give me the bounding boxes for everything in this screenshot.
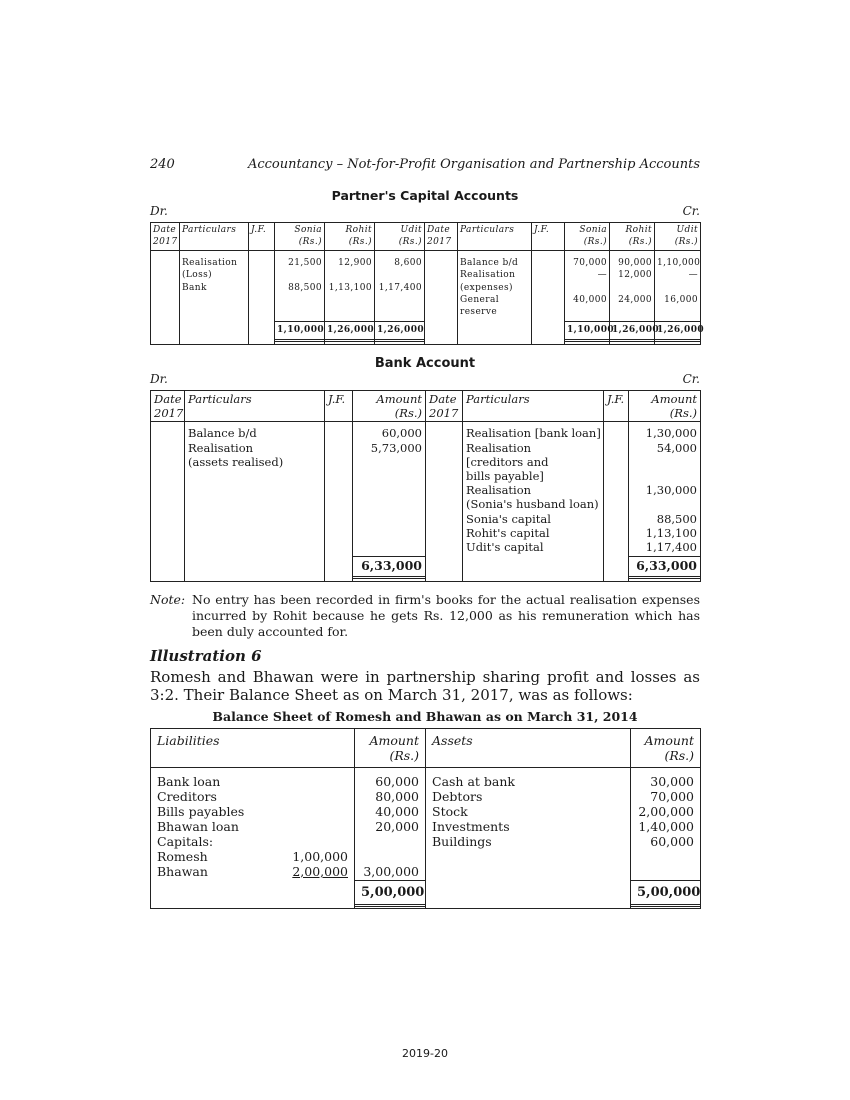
bs-bhawan-capital: 2,00,000 (292, 864, 348, 879)
list-item: bills payable] (466, 469, 544, 484)
bank-body-row (151, 422, 701, 555)
list-item: Realisation (188, 440, 254, 455)
list-item: Realisation [bank loan] (466, 426, 601, 441)
bank-header-date-dr: Date 2017 (151, 391, 185, 422)
bank-header-amount-cr: Amount (Rs.) (629, 391, 701, 422)
cap-debit-particulars (180, 250, 249, 320)
bs-liabilities-amounts: 60,000 80,000 40,000 20,000 3,00,000 (355, 768, 426, 880)
illustration-heading: Illustration 6 (150, 647, 262, 665)
list-item: (expenses) (460, 282, 513, 293)
list-item: Balance b/d (460, 257, 519, 268)
note-block (150, 592, 700, 640)
cap-header-udit-dr: Udit (Rs.) (375, 223, 425, 251)
cap-credit-particulars (458, 250, 532, 320)
note-label: Note: (150, 592, 186, 607)
bs-romesh-capital: 1,00,000 (292, 849, 348, 864)
capital-total-row (151, 320, 701, 345)
cap-header-jf-cr: J.F. (532, 223, 565, 251)
bank-drcr-row (150, 372, 700, 386)
bs-header-amount-liabilities: Amount (Rs.) (355, 729, 426, 768)
list-item: Stock (432, 804, 468, 819)
balance-sheet-table (150, 728, 701, 909)
list-item: Investments (432, 819, 510, 834)
bank-header-amount-dr: Amount (Rs.) (353, 391, 426, 422)
list-item: Realisation (460, 270, 516, 281)
cap-header-jf-dr: J.F. (249, 223, 275, 251)
cap-credit-total-rohit: 1,26,000 (610, 321, 654, 342)
bank-debit-particulars (185, 422, 325, 555)
illustration-text: Romesh and Bhawan were in partnership sharing profit and losses as 3:2. Their Balance Sheet as on March 31, 2017, was as follows: (150, 668, 700, 704)
bank-header-date-cr: Date 2017 (426, 391, 463, 422)
bs-assets-total: 5,00,000 (631, 880, 700, 907)
bank-debit-total: 6,33,000 (353, 556, 425, 579)
list-item: Bank loan (157, 774, 221, 789)
capital-body-row (151, 250, 701, 320)
list-item: (Loss) (182, 270, 213, 281)
cap-credit-total-udit: 1,26,000 (655, 321, 700, 342)
bank-header-jf-cr: J.F. (604, 391, 629, 422)
list-item: (assets realised) (188, 454, 284, 469)
bs-header-assets: Assets (426, 729, 631, 768)
bank-debit-amounts: 60,000 5,73,000 (353, 422, 426, 555)
cap-header-particulars-cr: Particulars (458, 223, 532, 251)
capital-accounts-table (150, 222, 705, 345)
cap-credit-udit: 1,10,000 — 16,000 (655, 250, 701, 320)
cap-debit-total-udit: 1,26,000 (375, 321, 424, 342)
cap-credit-total-sonia: 1,10,000 (565, 321, 609, 342)
bank-header-row (151, 391, 701, 422)
list-item: Rohit's capital (466, 525, 550, 540)
list-item: Balance b/d (188, 426, 257, 441)
bank-credit-total: 6,33,000 (629, 556, 700, 579)
list-item: Bhawan loan (157, 819, 239, 834)
capital-cr-label: Cr. (682, 204, 700, 218)
list-item: Udit's capital (466, 540, 544, 555)
bs-assets-amounts: 30,000 70,000 2,00,000 1,40,000 60,000 (631, 768, 701, 880)
bank-header-jf-dr: J.F. (325, 391, 353, 422)
cap-debit-udit: 8,600 1,17,400 (375, 250, 425, 320)
cap-header-rohit-cr: Rohit (Rs.) (610, 223, 655, 251)
list-item: Buildings (432, 834, 492, 849)
list-item: Creditors (157, 789, 217, 804)
list-item: reserve (460, 307, 498, 318)
list-item: Bank (182, 282, 207, 293)
bank-header-particulars-cr: Particulars (463, 391, 604, 422)
bs-total-row (151, 879, 701, 909)
list-item: Sonia's capital (466, 511, 551, 526)
bs-body-row (151, 768, 701, 880)
running-title: Accountancy – Not-for-Profit Organisation and Partnership Accounts (247, 157, 700, 172)
list-item: Realisation (182, 257, 238, 268)
bs-liabilities-list (151, 768, 355, 880)
cap-debit-rohit: 12,900 1,13,100 (325, 250, 375, 320)
list-item: Romesh 1,00,000 (157, 849, 348, 864)
cap-debit-total-sonia: 1,10,000 (275, 321, 324, 342)
bank-cr-label: Cr. (682, 372, 700, 386)
cap-header-sonia-dr: Sonia (Rs.) (275, 223, 325, 251)
capital-accounts-title: Partner's Capital Accounts (331, 188, 519, 203)
bs-assets-list (426, 768, 631, 880)
list-item: Realisation (466, 440, 532, 455)
bs-header-liabilities: Liabilities (151, 729, 355, 768)
bank-header-particulars-dr: Particulars (185, 391, 325, 422)
capital-header-row (151, 223, 701, 251)
list-item: Capitals: (157, 834, 214, 849)
cap-header-date-dr: Date 2017 (151, 223, 180, 251)
capital-drcr-row (150, 204, 700, 218)
cap-header-date-cr: Date 2017 (425, 223, 458, 251)
bank-credit-amounts: 1,30,000 54,000 1,30,000 88,500 1,13,100 1,17,400 (629, 422, 701, 555)
cap-header-udit-cr: Udit (Rs.) (655, 223, 701, 251)
note-text: No entry has been recorded in firm's books for the actual realisation expenses incurred by Rohit because he gets Rs. 12,000 as his remuneration which has been duly accounted for. (192, 592, 700, 639)
cap-header-sonia-cr: Sonia (Rs.) (565, 223, 610, 251)
bank-account-title: Bank Account (374, 356, 476, 371)
bank-total-row (151, 555, 701, 582)
list-item: Cash at bank (432, 774, 515, 789)
balance-sheet-title: Balance Sheet of Romesh and Bhawan as on March 31, 2014 (212, 709, 638, 724)
cap-debit-sonia: 21,500 88,500 (275, 250, 325, 320)
list-item: Bhawan 2,00,000 (157, 864, 348, 879)
bank-credit-particulars (463, 422, 604, 555)
cap-credit-rohit: 90,000 12,000 24,000 (610, 250, 655, 320)
list-item: General (460, 295, 499, 306)
footer-year: 2019-20 (402, 1047, 448, 1060)
list-item: [creditors and (466, 454, 549, 469)
list-item: Bills payables (157, 804, 245, 819)
cap-header-particulars-dr: Particulars (180, 223, 249, 251)
capital-dr-label: Dr. (150, 204, 168, 218)
list-item: (Sonia's husband loan) (466, 497, 599, 512)
bs-liabilities-total: 5,00,000 (355, 880, 425, 907)
bs-header-amount-assets: Amount (Rs.) (631, 729, 701, 768)
bs-header-row (151, 729, 701, 768)
bank-dr-label: Dr. (150, 372, 168, 386)
list-item: Realisation (466, 483, 532, 498)
cap-credit-sonia: 70,000 — 40,000 (565, 250, 610, 320)
bank-account-table (150, 390, 701, 582)
cap-header-rohit-dr: Rohit (Rs.) (325, 223, 375, 251)
page-number: 240 (150, 157, 175, 172)
cap-debit-total-rohit: 1,26,000 (325, 321, 374, 342)
list-item: Debtors (432, 789, 483, 804)
